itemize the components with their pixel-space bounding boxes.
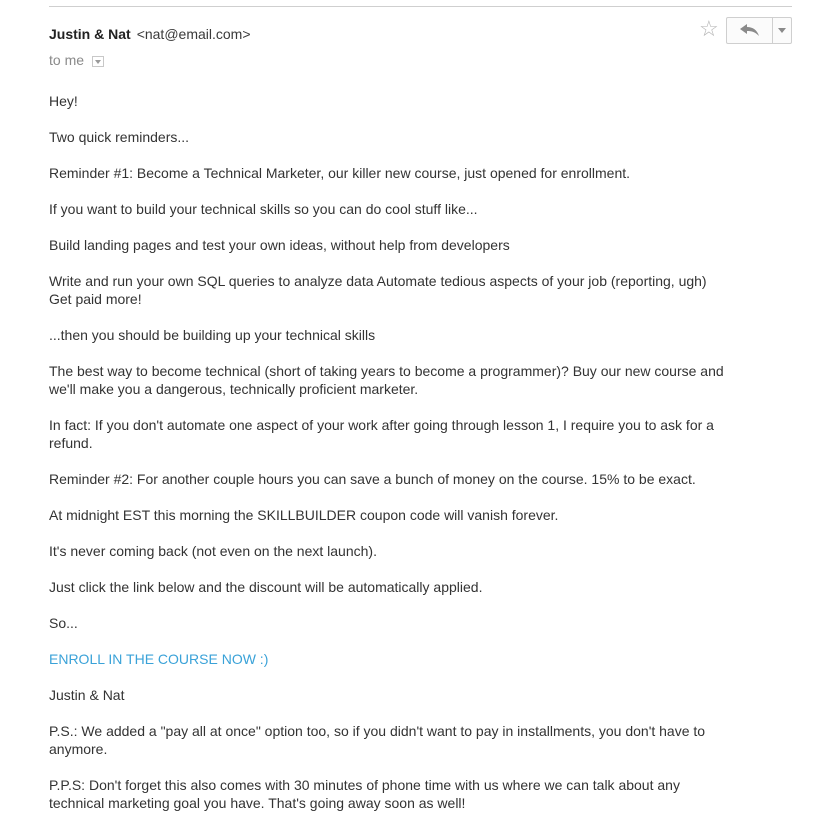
sender-name[interactable]: Justin & Nat [49,26,131,42]
to-label: to me [49,52,85,68]
details-dropdown-icon[interactable] [92,56,104,67]
reply-arrow-icon [739,23,761,37]
top-divider [49,6,792,7]
enroll-link[interactable]: ENROLL IN THE COURSE NOW :) [49,651,269,667]
reply-button[interactable] [727,18,773,43]
from-line [49,25,251,43]
paragraph: Reminder #2: For another couple hours you can save a bunch of money on the course. 15% to be exact. [49,471,696,487]
paragraph: Just click the link below and the discount will be automatically applied. [49,579,483,595]
recipient-line [49,51,104,69]
paragraph: It's never coming back (not even on the next launch). [49,543,377,559]
email-header [49,16,792,72]
sender-email[interactable]: <nat@email.com> [136,26,251,42]
paragraph: Reminder #1: Become a Technical Marketer, our killer new course, just opened for enrollment. [49,165,631,181]
paragraph: Build landing pages and test your own ideas, without help from developers [49,237,510,253]
paragraph: Two quick reminders... [49,129,190,145]
signature: Justin & Nat [49,687,125,703]
paragraph: So... [49,615,78,631]
star-icon[interactable]: ☆ [699,16,719,41]
postscript: P.S.: We added a "pay all at once" option too, so if you didn't want to pay in installments, you don't have to anymore. [49,723,706,757]
paragraph: ...then you should be building up your technical skills [49,327,376,343]
paragraph: Write and run your own SQL queries to analyze data Automate tedious aspects of your job (reporting, ugh) Get paid more! [49,273,707,307]
greeting: Hey! [49,93,78,109]
more-actions-chevron-down-icon[interactable] [773,18,791,43]
paragraph: At midnight EST this morning the SKILLBUILDER coupon code will vanish forever. [49,507,559,523]
enroll-paragraph [49,650,749,668]
post-postscript: P.P.S: Don't forget this also comes with 30 minutes of phone time with us where we can talk about any technical marketing goal you have. That's going away soon as well! [49,777,680,811]
email-body [49,92,749,830]
paragraph: In fact: If you don't automate one aspect of your work after going through lesson 1, I require you to ask for a refund. [49,417,714,451]
paragraph: The best way to become technical (short of taking years to become a programmer)? Buy our new course and we'll make you a dangerous, technically proficient marketer. [49,363,724,397]
paragraph: If you want to build your technical skills so you can do cool stuff like... [49,201,478,217]
reply-button-group [726,17,792,44]
